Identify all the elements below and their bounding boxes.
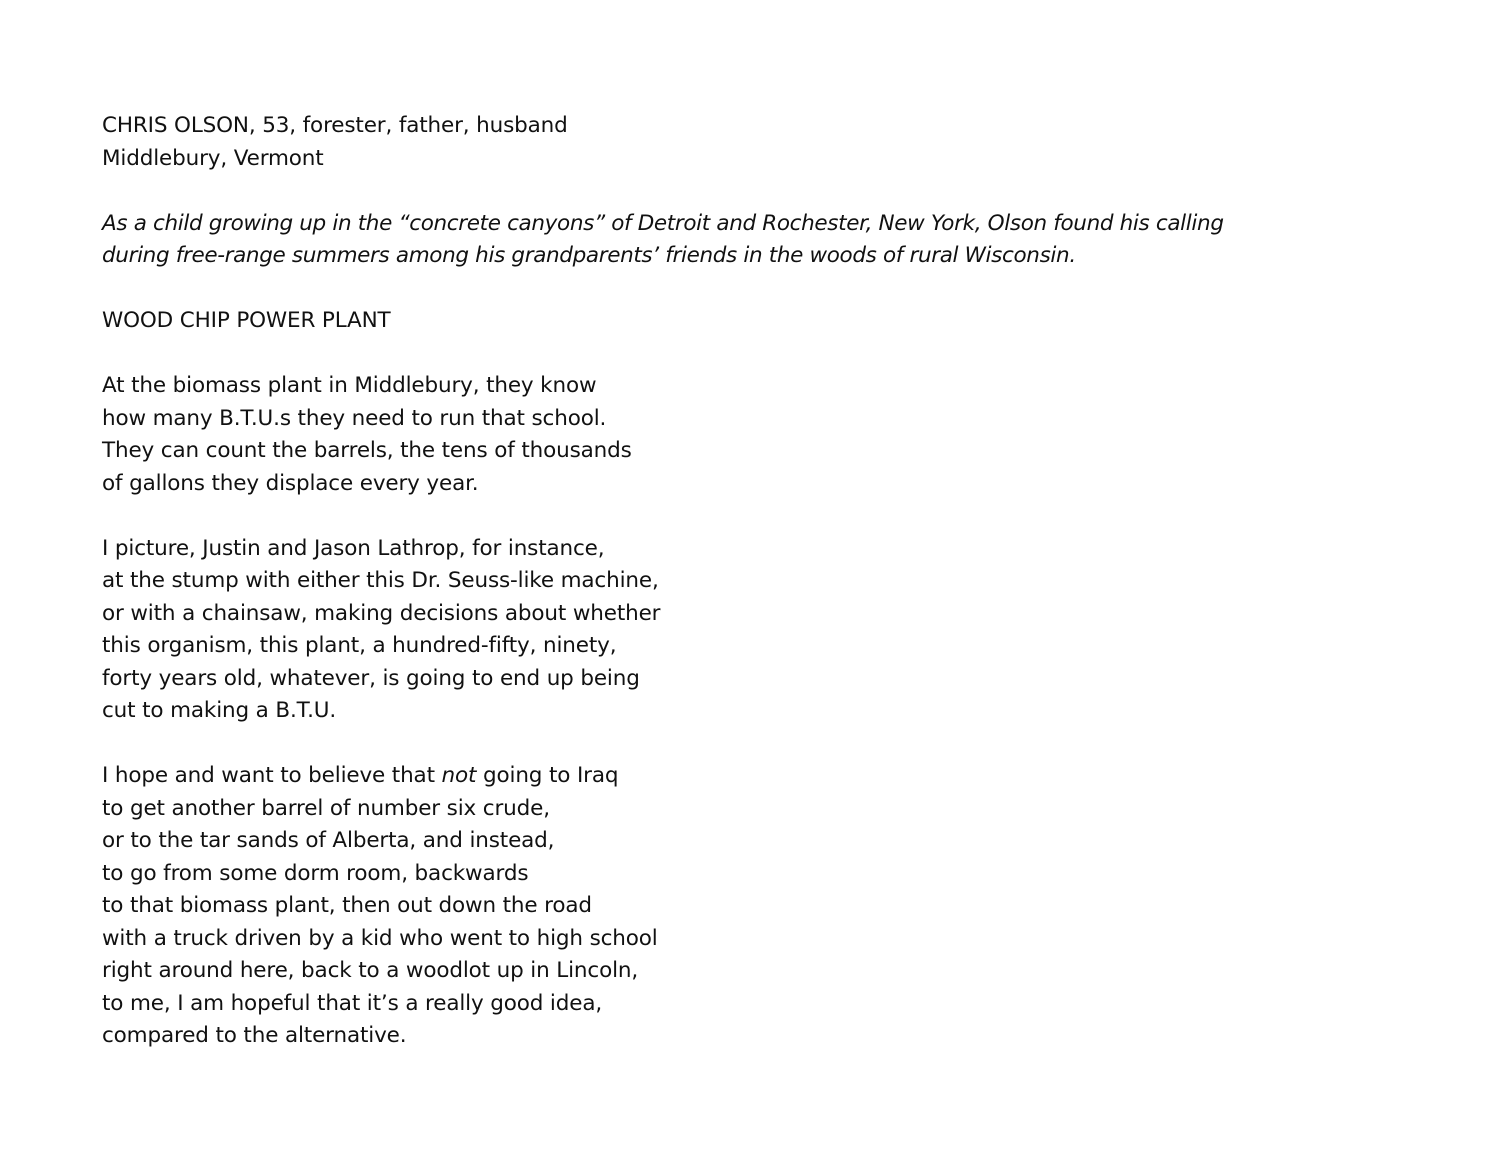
poem-line: cut to making a B.T.U. [102, 698, 337, 723]
poem-line: at the stump with either this Dr. Seuss-like machine, [102, 568, 659, 593]
poem-line: to go from some dorm room, backwards [102, 860, 529, 886]
intro-line: As a child growing up in the “concrete canyons” of Detroit and Rochester, New York, Olson found his calling [102, 210, 1224, 236]
poem-line: I picture, Justin and Jason Lathrop, for instance, [102, 535, 605, 561]
poem-line: to get another barrel of number six crude, [102, 795, 550, 821]
poem-title: WOOD CHIP POWER PLANT [102, 308, 391, 333]
poem-line: At the biomass plant in Middlebury, they know [102, 373, 597, 398]
poem-line: or to the tar sands of Alberta, and instead, [102, 828, 555, 853]
poem-line: compared to the alternative. [102, 1023, 407, 1048]
spacer [102, 728, 1432, 761]
spacer [102, 500, 1432, 533]
poem-line: right around here, back to a woodlot up in Lincoln, [102, 958, 639, 983]
document-page [102, 110, 1432, 1053]
poem-line-text: going to Iraq [476, 763, 619, 788]
spacer [102, 273, 1432, 306]
spacer [102, 175, 1432, 208]
poem-line: with a truck driven by a kid who went to high school [102, 925, 658, 951]
poem-line: this organism, this plant, a hundred-fifty, ninety, [102, 633, 617, 658]
poem-line: to me, I am hopeful that it’s a really good idea, [102, 990, 603, 1016]
poem-stanza-3 [102, 760, 1432, 1053]
author-header [102, 110, 1432, 175]
poem-line: forty years old, whatever, is going to end up being [102, 665, 640, 691]
poem-line [102, 760, 1432, 793]
intro-line: during free-range summers among his grandparents’ friends in the woods of rural Wisconsin. [102, 243, 1076, 268]
poem-stanza-2 [102, 533, 1432, 728]
poem-line: or with a chainsaw, making decisions about whether [102, 600, 661, 626]
intro-paragraph [102, 208, 1432, 273]
spacer [102, 338, 1432, 371]
poem-line: how many B.T.U.s they need to run that school. [102, 405, 607, 431]
poem-line: to that biomass plant, then out down the road [102, 893, 592, 918]
poem-line: of gallons they displace every year. [102, 470, 479, 496]
poem-stanza-1 [102, 370, 1432, 500]
poem-line: They can count the barrels, the tens of thousands [102, 438, 632, 463]
author-name-line: CHRIS OLSON, 53, forester, father, husband [102, 113, 568, 138]
emphasis-text: not [441, 763, 477, 788]
poem-line-text: I hope and want to believe that [102, 763, 442, 788]
author-location: Middlebury, Vermont [102, 145, 324, 171]
